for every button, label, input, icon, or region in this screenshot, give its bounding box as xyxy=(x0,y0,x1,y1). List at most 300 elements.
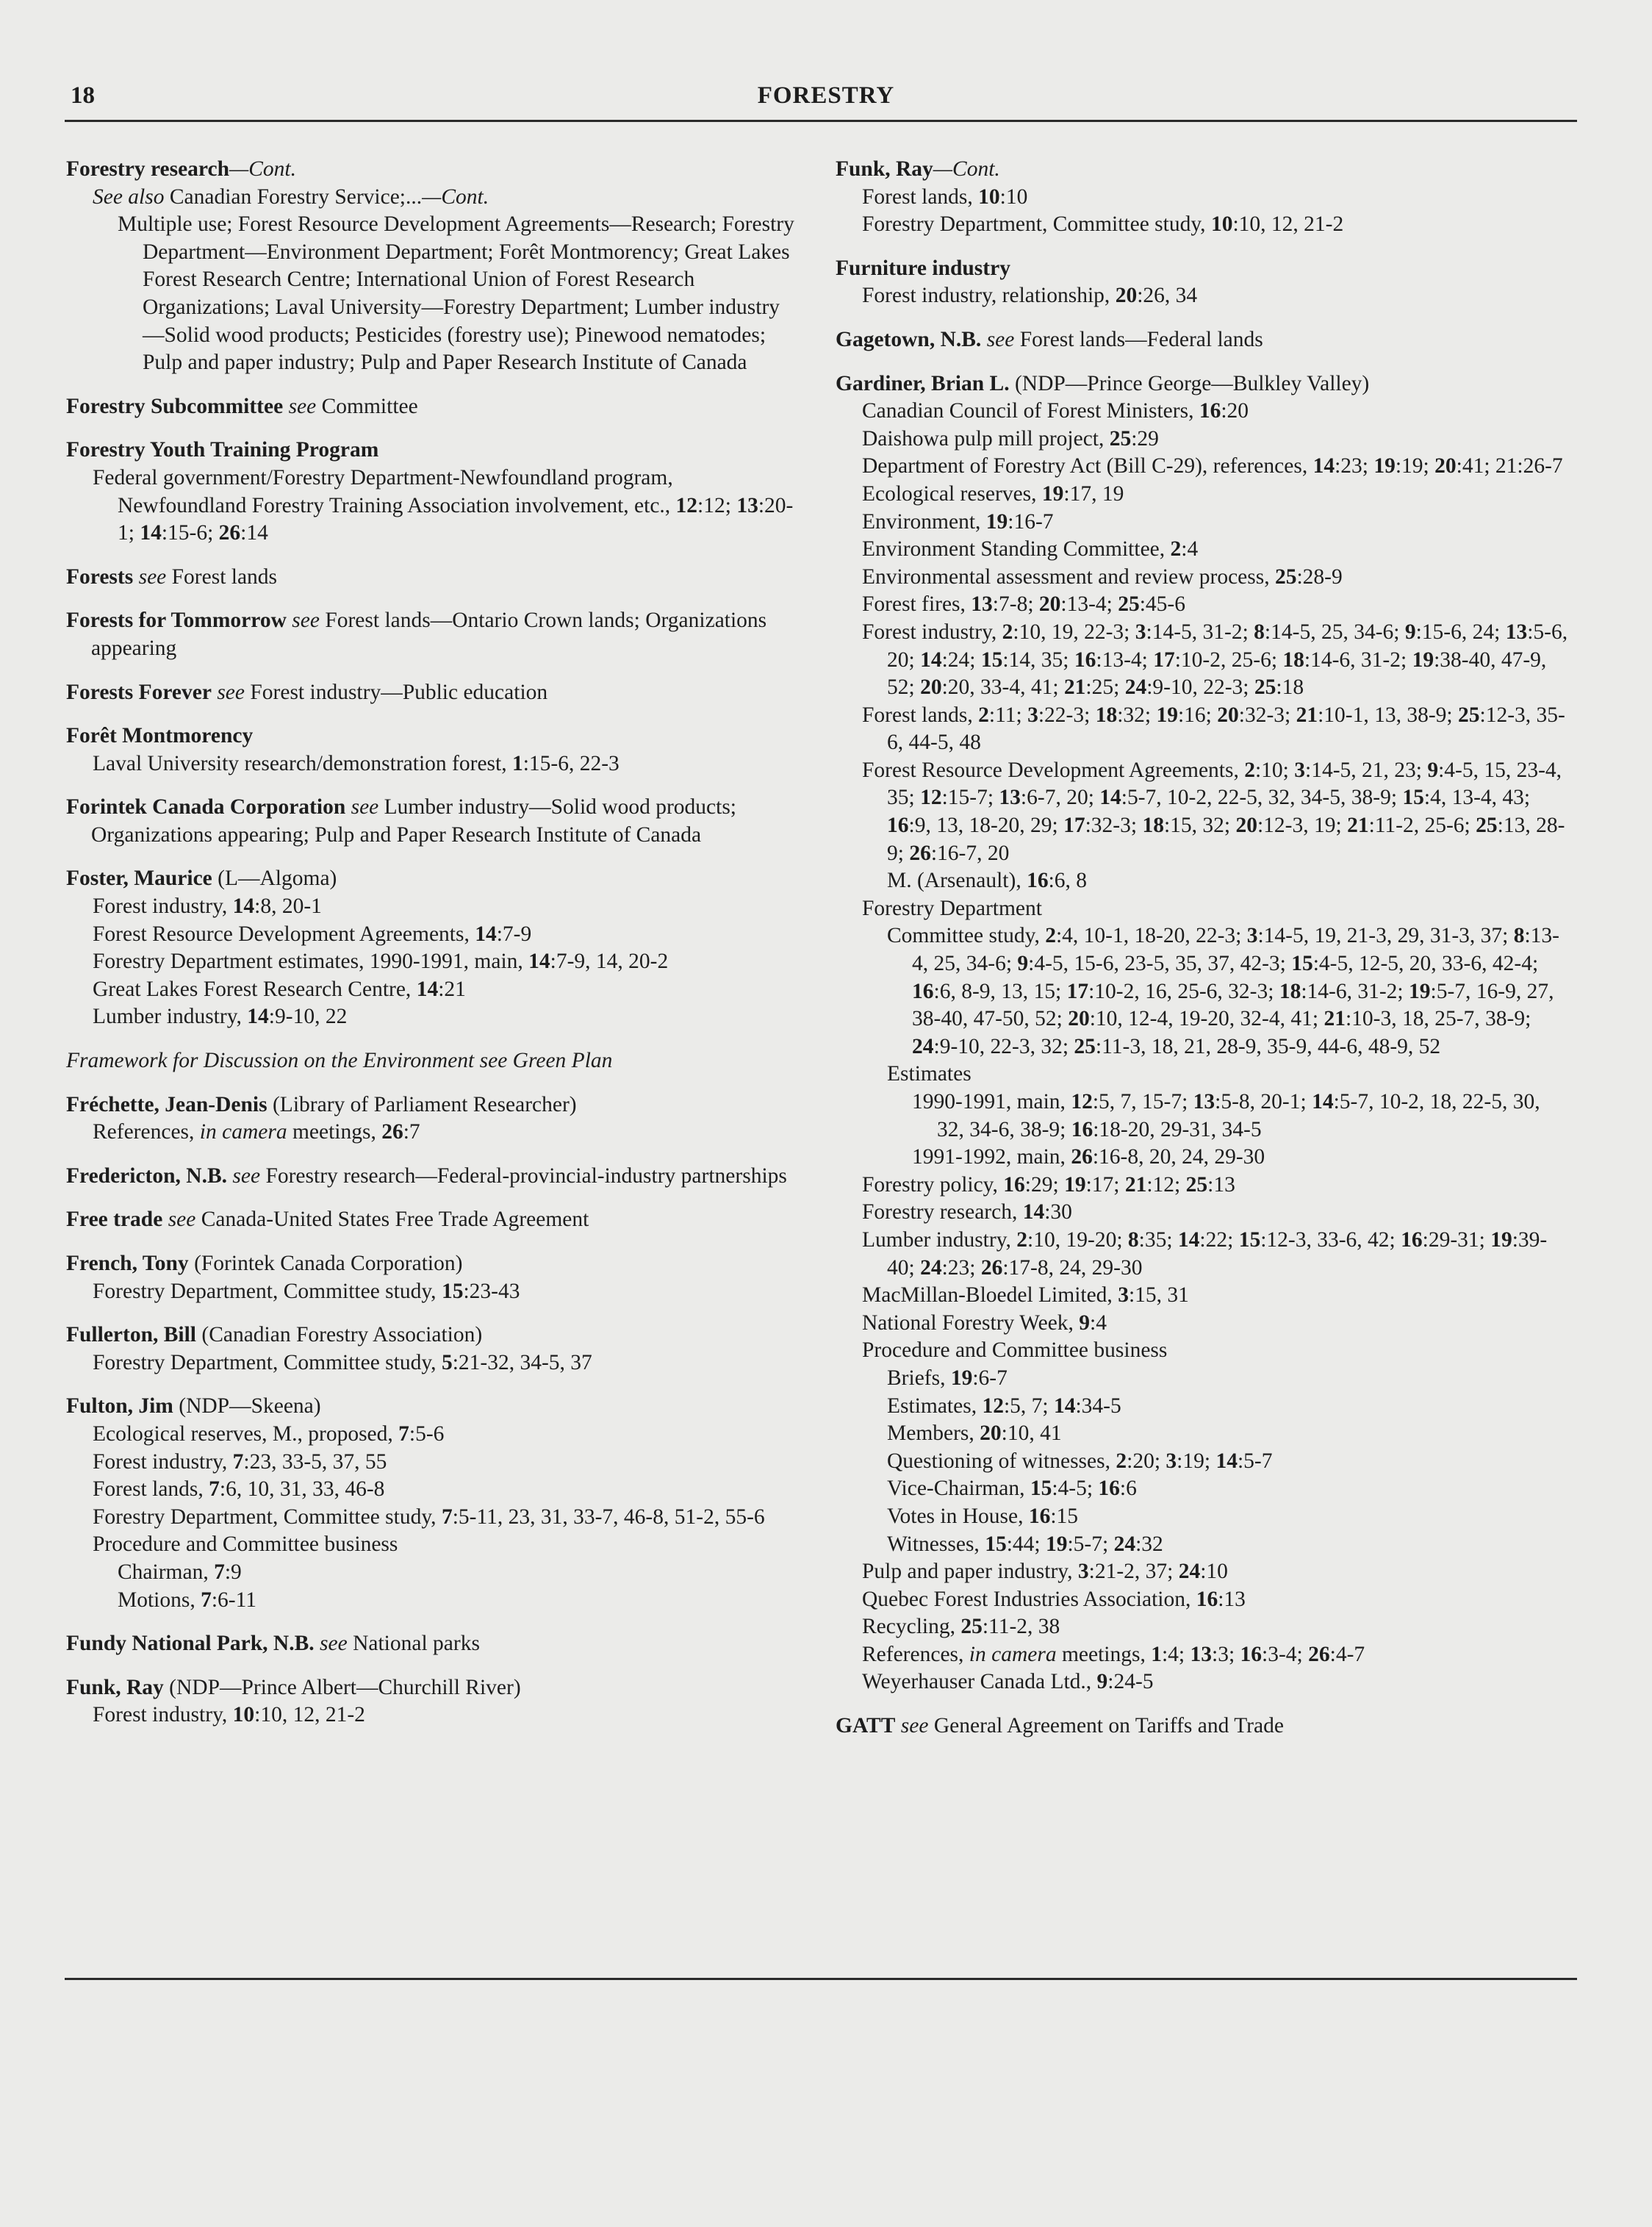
page-range: :29 xyxy=(1131,426,1159,451)
volume-number: 7 xyxy=(441,1505,453,1529)
subentry xyxy=(66,921,801,949)
see-label: see xyxy=(351,795,379,820)
page-range: :9-10, 22-3, 32; xyxy=(933,1034,1074,1058)
entry-heading: Furniture industry xyxy=(836,256,1010,280)
index-entry-forintek xyxy=(66,794,801,849)
page-range: :28-9 xyxy=(1296,564,1343,589)
volume-number: 20 xyxy=(1217,703,1239,727)
subentry-text: meetings, xyxy=(287,1120,382,1144)
page-refs xyxy=(1171,537,1199,561)
page-range: :38-40, 47-9, 52; xyxy=(887,648,1547,700)
page-range: :16-7 xyxy=(1008,509,1054,534)
subentry-text: 1991-1992, main, xyxy=(912,1145,1071,1169)
affiliation: (Canadian Forestry Association) xyxy=(196,1323,483,1347)
page-range: :10, 12, 21-2 xyxy=(254,1703,365,1727)
index-entry-furniture xyxy=(836,255,1570,310)
see-label: see xyxy=(168,1208,196,1232)
page-range: :5-8, 20-1; xyxy=(1215,1090,1312,1114)
page-refs xyxy=(528,950,668,973)
see-label: see xyxy=(232,1163,261,1188)
page-range: :4-5, 15-6, 23-5, 35, 37, 42-3; xyxy=(1028,952,1292,976)
page-range: :15 xyxy=(1050,1504,1079,1528)
index-entry-forests-tomorrow xyxy=(66,607,801,662)
subentry-list xyxy=(836,1558,1570,1641)
subentry-text: Federal government/Forestry Department-Newfoundland program, Newfoundland Forestry Training Association involvement, etc., xyxy=(93,465,676,517)
page-range: :9, 13, 18-20, 29; xyxy=(908,814,1064,838)
page-range: :4; xyxy=(1161,1642,1190,1666)
see-label: see xyxy=(292,609,320,633)
volume-number: 3 xyxy=(1118,1283,1129,1308)
volume-number: 15 xyxy=(1030,1477,1052,1501)
page-range: :45-6 xyxy=(1139,592,1186,617)
affiliation: (Library of Parliament Researcher) xyxy=(267,1092,577,1116)
volume-number: 18 xyxy=(1142,814,1164,838)
page-range: :9-10, 22 xyxy=(268,1005,348,1029)
volume-number: 14 xyxy=(475,922,497,946)
page-range: :7-8; xyxy=(992,592,1039,617)
affiliation: (NDP—Prince George—Bulkley Valley) xyxy=(1009,371,1370,395)
volume-number: 9 xyxy=(1427,758,1439,782)
entry-heading: Fréchette, Jean-Denis xyxy=(66,1092,267,1116)
volume-number: 26 xyxy=(381,1120,403,1144)
subentry-text: Forest Resource Development Agreements, xyxy=(93,922,475,946)
index-entry-funk xyxy=(66,1674,801,1729)
subentry xyxy=(836,1227,1570,1282)
page-range: :14, 35; xyxy=(1002,648,1074,672)
subentry xyxy=(836,1503,1570,1531)
entry-heading: Forests for Tommorrow xyxy=(66,609,287,633)
subentry-text: Motions, xyxy=(118,1588,201,1612)
page-refs xyxy=(247,1005,347,1028)
subentry-italic: in camera xyxy=(199,1120,287,1144)
subentry-text: Forest fires, xyxy=(862,592,972,617)
page-range: :4-5; xyxy=(1052,1477,1099,1501)
page-range: :13-4, 25, 34-6; xyxy=(912,924,1560,976)
subentry xyxy=(836,1448,1570,1476)
page-range: :5, 7; xyxy=(1003,1394,1054,1418)
see-target: General Agreement on Tariffs and Trade xyxy=(928,1714,1284,1738)
page-range: :21-2, 37; xyxy=(1088,1560,1179,1584)
page-range: :13 xyxy=(1218,1587,1246,1611)
see-label: see xyxy=(320,1632,348,1656)
page-range: :12; xyxy=(697,493,737,517)
volume-number: 3 xyxy=(1246,924,1258,948)
subentry-list xyxy=(836,1089,1570,1172)
page-range: :15, 31 xyxy=(1128,1283,1189,1308)
entry-heading: Forestry Subcommittee xyxy=(66,394,284,418)
subentry-text: Environment Standing Committee, xyxy=(862,537,1171,562)
volume-number: 3 xyxy=(1166,1449,1177,1473)
page-range: :6, 8 xyxy=(1048,869,1088,893)
volume-number: 13 xyxy=(1193,1090,1215,1114)
page-range: :23, 33-5, 37, 55 xyxy=(243,1449,387,1474)
page-range: :5-7; xyxy=(1067,1532,1114,1556)
subentry-text: Forestry Department, Committee study, xyxy=(862,212,1211,237)
volume-number: 14 xyxy=(416,977,439,1001)
page-range: :10, 19-20; xyxy=(1027,1227,1128,1252)
see-target: Forestry research—Federal-provincial-industry partnerships xyxy=(260,1163,787,1188)
page-range: :19; xyxy=(1395,454,1435,478)
entry-heading: Forests Forever xyxy=(66,680,212,704)
subentry xyxy=(836,1531,1570,1559)
volume-number: 25 xyxy=(1476,814,1498,838)
volume-number: 25 xyxy=(960,1615,983,1639)
volume-number: 16 xyxy=(1003,1172,1025,1197)
subentry-text: Forest lands, xyxy=(93,1477,209,1502)
subentry-text: MacMillan-Bloedel Limited, xyxy=(862,1283,1118,1308)
see-target: Forest industry—Public education xyxy=(245,680,548,704)
subentry xyxy=(66,1504,801,1532)
subentry-text: Environmental assessment and review process, xyxy=(862,564,1275,589)
page-range: :32; xyxy=(1117,703,1157,727)
entry-heading: Funk, Ray xyxy=(66,1675,164,1699)
page-range: :23-43 xyxy=(463,1279,520,1303)
volume-number: 25 xyxy=(1254,675,1276,700)
subentry-text: Vice-Chairman, xyxy=(887,1477,1030,1501)
volume-number: 18 xyxy=(1282,648,1304,672)
volume-number: 16 xyxy=(1199,399,1221,423)
page-refs xyxy=(1275,565,1343,589)
subentry-text: meetings, xyxy=(1056,1642,1152,1666)
volume-number: 8 xyxy=(1127,1227,1139,1252)
subentry xyxy=(836,509,1570,537)
subentry-text: Members, xyxy=(887,1421,980,1446)
subentry xyxy=(66,893,801,921)
page-range: :10 xyxy=(999,184,1028,209)
page-refs xyxy=(980,1421,1061,1445)
page-refs xyxy=(1116,284,1197,307)
page-range: :18-20, 29-31, 34-5 xyxy=(1093,1117,1262,1141)
page-range: :14-5, 19, 21-3, 29, 31-3, 37; xyxy=(1257,924,1514,948)
volume-number: 25 xyxy=(1074,1034,1096,1058)
left-column xyxy=(66,156,801,1746)
page-range: :15-6, 24; xyxy=(1415,620,1506,644)
volume-number: 14 xyxy=(528,950,550,974)
page-range: :11-2, 38 xyxy=(982,1615,1060,1639)
page-range: :12; xyxy=(1146,1172,1186,1197)
see-target: Forest lands xyxy=(166,564,278,589)
page-range: :32 xyxy=(1135,1532,1163,1556)
volume-number: 1 xyxy=(511,751,523,775)
subentry xyxy=(66,1559,801,1587)
subentry xyxy=(836,426,1570,453)
subentry-list xyxy=(836,184,1570,239)
page-range: :10, 12-4, 19-20, 32-4, 41; xyxy=(1089,1007,1324,1031)
volume-number: 2 xyxy=(1116,1449,1127,1473)
page-range: :26, 34 xyxy=(1137,284,1198,308)
volume-number: 26 xyxy=(1071,1145,1093,1169)
volume-number: 19 xyxy=(1045,1532,1068,1556)
subentry-text: Forest industry, xyxy=(93,1449,233,1474)
volume-number: 19 xyxy=(1041,481,1064,506)
subentry-text: Ecological reserves, xyxy=(862,481,1042,506)
page-refs xyxy=(201,1588,256,1612)
volume-number: 7 xyxy=(209,1477,220,1502)
volume-number: 2 xyxy=(1045,924,1056,948)
page-range: :5, 7, 15-7; xyxy=(1092,1090,1193,1114)
page-refs xyxy=(475,922,531,946)
volume-number: 19 xyxy=(1373,454,1396,478)
page-range: :10-1, 13, 38-9; xyxy=(1318,703,1459,727)
bottom-rule xyxy=(65,1978,1577,1980)
page-range: :10-2, 25-6; xyxy=(1174,648,1283,672)
page-range: :11; xyxy=(988,703,1028,727)
subentry xyxy=(836,1393,1570,1421)
volume-number: 20 xyxy=(920,675,942,700)
cont-label: —Cont. xyxy=(422,184,489,209)
page-range: :10-2, 16, 25-6, 32-3; xyxy=(1088,979,1279,1003)
page-range: :15, 32; xyxy=(1163,814,1236,838)
volume-number: 12 xyxy=(675,493,698,517)
subentry-text: Lumber industry, xyxy=(93,1005,248,1029)
page-refs xyxy=(1151,1643,1365,1666)
page-range: :6-11 xyxy=(211,1588,257,1612)
volume-number: 2 xyxy=(978,703,989,727)
subentry-text: Daishowa pulp mill project, xyxy=(862,426,1110,451)
volume-number: 25 xyxy=(1109,426,1132,451)
page-range: :3-4; xyxy=(1262,1642,1309,1666)
page-refs xyxy=(1118,1283,1189,1307)
volume-number: 5 xyxy=(441,1350,453,1374)
page-range: :14-5, 31-2; xyxy=(1146,620,1254,644)
volume-number: 2 xyxy=(1016,1227,1028,1252)
page-range: :5-7, 10-2, 22-5, 32, 34-5, 38-9; xyxy=(1121,786,1403,810)
index-entry-forestry-youth xyxy=(66,437,801,547)
page-range: :22-3; xyxy=(1038,703,1096,727)
page-range: :5-6, 20; xyxy=(887,620,1568,672)
page-refs xyxy=(381,1120,420,1144)
index-entry-fundy xyxy=(66,1630,801,1658)
entry-heading: Fullerton, Bill xyxy=(66,1323,196,1347)
subentry-text: Forestry Department estimates, 1990-1991, main, xyxy=(93,950,529,974)
volume-number: 3 xyxy=(1077,1560,1089,1584)
subentry xyxy=(836,564,1570,592)
page-refs xyxy=(1023,1200,1072,1224)
volume-number: 24 xyxy=(1113,1532,1136,1556)
subentry xyxy=(66,1476,801,1504)
volume-number: 14 xyxy=(1215,1449,1238,1473)
subentry xyxy=(836,702,1570,757)
subentry-text: Pulp and paper industry, xyxy=(862,1560,1078,1584)
affiliation: (Forintek Canada Corporation) xyxy=(188,1252,463,1275)
subentry-italic: in camera xyxy=(969,1642,1057,1666)
page-refs xyxy=(1079,1311,1107,1335)
see-label: see xyxy=(900,1714,929,1738)
volume-number: 21 xyxy=(1324,1007,1346,1031)
volume-number: 2 xyxy=(1244,758,1255,782)
page-refs xyxy=(233,1703,365,1726)
volume-number: 2 xyxy=(1002,620,1013,644)
volume-number: 19 xyxy=(1064,1172,1086,1197)
page-refs xyxy=(209,1477,384,1501)
volume-number: 12 xyxy=(982,1394,1004,1418)
volume-number: 3 xyxy=(1294,758,1305,782)
page-range: :15-6; xyxy=(161,521,219,545)
see-label: see xyxy=(217,680,245,704)
page-refs xyxy=(1110,427,1159,451)
subentry xyxy=(66,1003,801,1031)
index-entry-fredericton xyxy=(66,1163,801,1191)
subentry-text: Briefs, xyxy=(887,1366,951,1390)
see-target: Canada-United States Free Trade Agreement xyxy=(195,1208,589,1232)
entry-heading: Gagetown, N.B. xyxy=(836,327,982,351)
volume-number: 25 xyxy=(1458,703,1480,727)
subentry-text: Estimates, xyxy=(887,1394,983,1418)
subentry-text: Questioning of witnesses, xyxy=(887,1449,1116,1473)
volume-number: 18 xyxy=(1279,979,1301,1003)
subentry xyxy=(836,1089,1570,1144)
volume-number: 25 xyxy=(1118,592,1140,617)
page-refs xyxy=(1211,212,1343,236)
subentry-text: Forest lands, xyxy=(862,703,979,727)
entry-heading: Fredericton, N.B. xyxy=(66,1163,228,1188)
subentry-text: Department of Forestry Act (Bill C-29), references, xyxy=(862,454,1313,478)
page-range: :16-8, 20, 24, 29-30 xyxy=(1092,1145,1265,1169)
subentry xyxy=(836,211,1570,239)
volume-number: 16 xyxy=(1027,869,1049,893)
index-entry-forestry-research xyxy=(66,156,801,377)
subentry-text: Forestry Department, Committee study, xyxy=(93,1279,442,1303)
volume-number: 14 xyxy=(247,1005,269,1029)
page-range: :16-7, 20 xyxy=(930,841,1010,865)
see-label: see xyxy=(138,564,167,589)
volume-number: 14 xyxy=(1312,454,1335,478)
entry-heading: Forintek Canada Corporation xyxy=(66,795,346,820)
page-range: :11-2, 25-6; xyxy=(1368,814,1476,838)
page-range: :39-40; xyxy=(887,1227,1548,1280)
page-range: :20; xyxy=(1127,1449,1166,1473)
volume-number: 7 xyxy=(214,1560,225,1584)
subentry xyxy=(836,453,1570,481)
subentry-list xyxy=(66,1421,801,1531)
subentry xyxy=(836,1558,1570,1586)
entry-heading: Forestry research xyxy=(66,157,229,181)
cont-label: —Cont. xyxy=(229,157,296,181)
subentry xyxy=(836,536,1570,564)
subentry-text: Environment, xyxy=(862,509,986,534)
page-range: :8, 20-1 xyxy=(254,894,322,919)
volume-number: 21 xyxy=(1063,675,1086,700)
subentry-text: 1990-1991, main, xyxy=(912,1090,1071,1114)
see-also-label: See also xyxy=(93,184,165,209)
entry-heading: GATT xyxy=(836,1714,896,1738)
volume-number: 7 xyxy=(398,1421,409,1446)
see-target: Lumber industry—Solid wood products; Organizations appearing; Pulp and Paper Research Institute of Canada xyxy=(91,795,737,847)
volume-number: 15 xyxy=(1238,1227,1261,1252)
page-range: :7-9 xyxy=(496,922,532,946)
entry-heading: Funk, Ray xyxy=(836,157,933,181)
volume-number: 17 xyxy=(1066,979,1089,1003)
page-range: :25; xyxy=(1085,675,1125,700)
page-refs xyxy=(398,1422,444,1446)
subentry-text: Recycling, xyxy=(862,1615,961,1639)
see-also-list: Multiple use; Forest Resource Development Agreements—Research; Forestry Department—Environment Department; Forêt Montmorency; Great Lakes Forest Research Centre; International Union of Forest Research Organizations; Laval University—Forestry Department; Lumber industry—Solid wood products; Pesticides (forestry use); Pinewood nematodes; Pulp and paper industry; Pulp and Paper Research Institute of Canada xyxy=(118,212,794,375)
top-rule xyxy=(65,120,1577,122)
volume-number: 9 xyxy=(1017,952,1029,976)
volume-number: 19 xyxy=(1412,648,1434,672)
volume-number: 14 xyxy=(1312,1090,1334,1114)
index-entry-fulton xyxy=(66,1393,801,1614)
volume-number: 15 xyxy=(441,1279,464,1303)
volume-number: 20 xyxy=(1068,1007,1090,1031)
entry-heading: Forêt Montmorency xyxy=(66,724,254,748)
page-range: :6, 10, 31, 33, 46-8 xyxy=(219,1477,385,1502)
index-entry-fullerton xyxy=(66,1322,801,1377)
page-range: :24; xyxy=(941,648,981,672)
index-entry-gatt xyxy=(836,1713,1570,1740)
volume-number: 2 xyxy=(1170,537,1182,562)
page-title: FORESTRY xyxy=(757,82,895,109)
subentry-text: Forestry policy, xyxy=(862,1172,1004,1197)
subentry xyxy=(836,1586,1570,1614)
volume-number: 16 xyxy=(1401,1227,1423,1252)
cont-label: —Cont. xyxy=(933,157,1000,181)
page-range: :32-3; xyxy=(1238,703,1296,727)
page-range: :5-6 xyxy=(409,1421,445,1446)
entry-heading: Free trade xyxy=(66,1208,163,1232)
page-range: :7-9, 14, 20-2 xyxy=(550,950,669,974)
volume-number: 13 xyxy=(1190,1642,1212,1666)
page-range: :4-7 xyxy=(1329,1642,1365,1666)
see-target: Forest lands—Federal lands xyxy=(1014,327,1263,351)
page-range: :12-3, 19; xyxy=(1257,814,1348,838)
subentry-text: Procedure and Committee business xyxy=(862,1338,1168,1363)
page-refs xyxy=(417,978,466,1001)
volume-number: 16 xyxy=(912,979,934,1003)
page-range: :14-5, 25, 34-6; xyxy=(1264,620,1405,644)
subentry-text: Forest industry, xyxy=(93,1703,233,1727)
page-refs xyxy=(1097,1670,1154,1693)
subentry xyxy=(66,976,801,1004)
page-range: :14-6, 31-2; xyxy=(1301,979,1409,1003)
page-refs xyxy=(960,1615,1060,1638)
volume-number: 26 xyxy=(218,521,241,545)
see-target: Committee xyxy=(316,394,418,418)
page-refs xyxy=(233,1450,387,1474)
subentry-text: National Forestry Week, xyxy=(862,1310,1080,1335)
entry-heading: Framework for Discussion on the Environment see Green Plan xyxy=(66,1049,613,1073)
subentry-text: Great Lakes Forest Research Centre, xyxy=(93,977,417,1001)
volume-number: 20 xyxy=(1235,814,1257,838)
subentry-text: Forest Resource Development Agreements, xyxy=(862,758,1245,782)
page-refs xyxy=(951,1366,1008,1390)
entry-heading: Foster, Maurice xyxy=(66,867,212,891)
volume-number: 16 xyxy=(1240,1642,1263,1666)
page-range: :6-7, 20; xyxy=(1020,786,1100,810)
volume-number: 16 xyxy=(1074,648,1096,672)
volume-number: 15 xyxy=(985,1532,1007,1556)
volume-number: 21 xyxy=(1347,814,1369,838)
subentry xyxy=(836,1475,1570,1503)
subentry-text: Forest lands, xyxy=(862,184,979,209)
page-range: :20, 33-4, 41; xyxy=(941,675,1064,700)
page-range: :6 xyxy=(1119,1477,1137,1501)
page-range: :10, 41 xyxy=(1001,1421,1062,1446)
page-refs xyxy=(442,1280,520,1303)
entry-heading: Fundy National Park, N.B. xyxy=(66,1632,315,1656)
volume-number: 26 xyxy=(980,1255,1003,1280)
subentry xyxy=(836,184,1570,212)
volume-number: 19 xyxy=(1490,1227,1512,1252)
volume-number: 20 xyxy=(1038,592,1061,617)
page-range: :5-7, 16-9, 27, 38-40, 47-50, 52; xyxy=(912,979,1554,1031)
volume-number: 10 xyxy=(978,184,1000,209)
page-range: :14 xyxy=(240,521,268,545)
page-refs xyxy=(1042,482,1124,506)
volume-number: 13 xyxy=(736,493,758,517)
right-column xyxy=(836,156,1570,1757)
volume-number: 17 xyxy=(1063,814,1085,838)
